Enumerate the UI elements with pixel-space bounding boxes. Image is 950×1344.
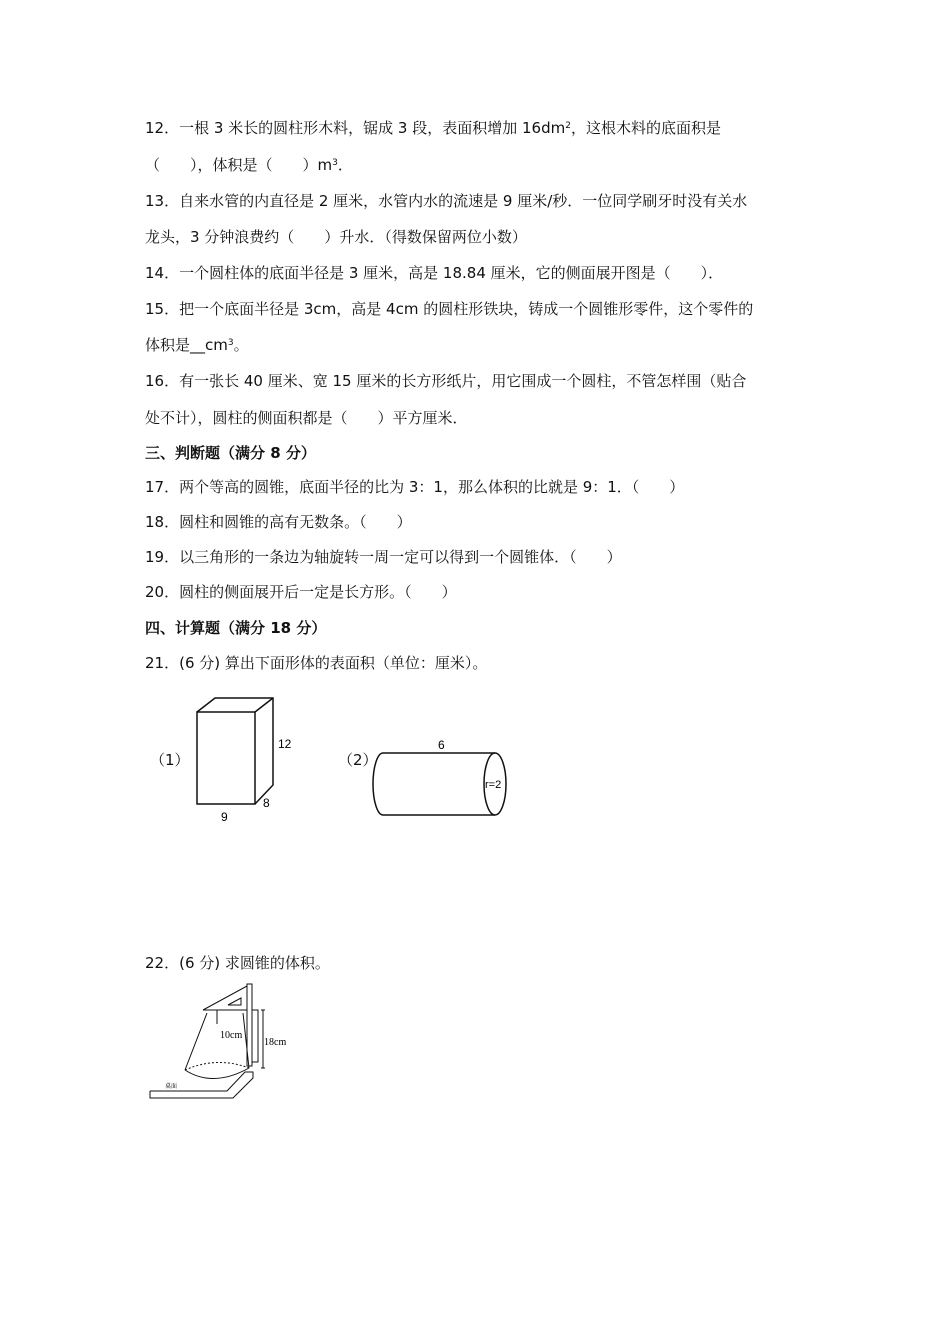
cuboid-width-label: 8 [263, 796, 270, 810]
cone-drawing [150, 984, 265, 1098]
cone-radius-label: 10cm [220, 1030, 243, 1041]
question-13-line-2: 龙头，3 分钟浪费约（ ）升水．（得数保留两位小数） [145, 228, 527, 246]
figure-1-label: （1） [150, 751, 190, 769]
question-15-line-2: 体积是$\_\_cm^3$。 [145, 336, 249, 354]
question-12-line-2: （ ），体积是（ ）$m^3$． [145, 156, 353, 174]
cylinder-figure [365, 738, 515, 823]
section-4-title: 四、计算题（满分 18 分） [145, 619, 327, 637]
question-15-line-1: 15．把一个底面半径是 3cm，高是 4cm 的圆柱形铁块，铸成一个圆锥形零件，这个零件的 [145, 300, 754, 318]
figure-2-label: （2） [338, 751, 378, 769]
cone-figure [145, 980, 315, 1105]
cuboid-length-label: 9 [221, 810, 228, 824]
cuboid-height-label: 12 [278, 737, 292, 751]
cone-height-label: 18cm [264, 1037, 287, 1048]
question-16-line-1: 16．有一张长 40 厘米、宽 15 厘米的长方形纸片，用它围成一个圆柱，不管怎样围（贴合 [145, 372, 747, 390]
cuboid-outline [197, 698, 273, 804]
question-22-line-1: 22．(6 分) 求圆锥的体积。 [145, 954, 330, 972]
question-13-line-1: 13．自来水管的内直径是 2 厘米，水管内水的流速是 9 厘米/秒．一位同学刷牙时没有关水 [145, 192, 748, 210]
question-18-line-1: 18．圆柱和圆锥的高有无数条。（ ） [145, 513, 412, 531]
question-14-line-1: 14．一个圆柱体的底面半径是 3 厘米，高是 18.84 厘米，它的侧面展开图是（ ）． [145, 264, 724, 282]
question-21-line-1: 21．(6 分) 算出下面形体的表面积（单位：厘米）。 [145, 654, 488, 672]
section-3-title: 三、判断题（满分 8 分） [145, 444, 316, 462]
cuboid-figure [185, 695, 305, 825]
cylinder-radius-label: r=2 [485, 779, 502, 791]
question-16-line-2: 处不计），圆柱的侧面积都是（ ）平方厘米． [145, 409, 468, 427]
cylinder-length-label: 6 [438, 738, 445, 752]
table-label: 桌面 [165, 1083, 178, 1090]
question-20-line-1: 20．圆柱的侧面展开后一定是长方形。（ ） [145, 583, 457, 601]
question-19-line-1: 19．以三角形的一条边为轴旋转一周一定可以得到一个圆锥体．（ ） [145, 548, 622, 566]
question-17-line-1: 17．两个等高的圆锥，底面半径的比为 3：1，那么体积的比就是 9：1．（ ） [145, 478, 685, 496]
question-12-line-1: 12．一根 3 米长的圆柱形木料，锯成 3 段，表面积增加 $16dm^2$，这根木料的底面积是 [145, 119, 721, 137]
